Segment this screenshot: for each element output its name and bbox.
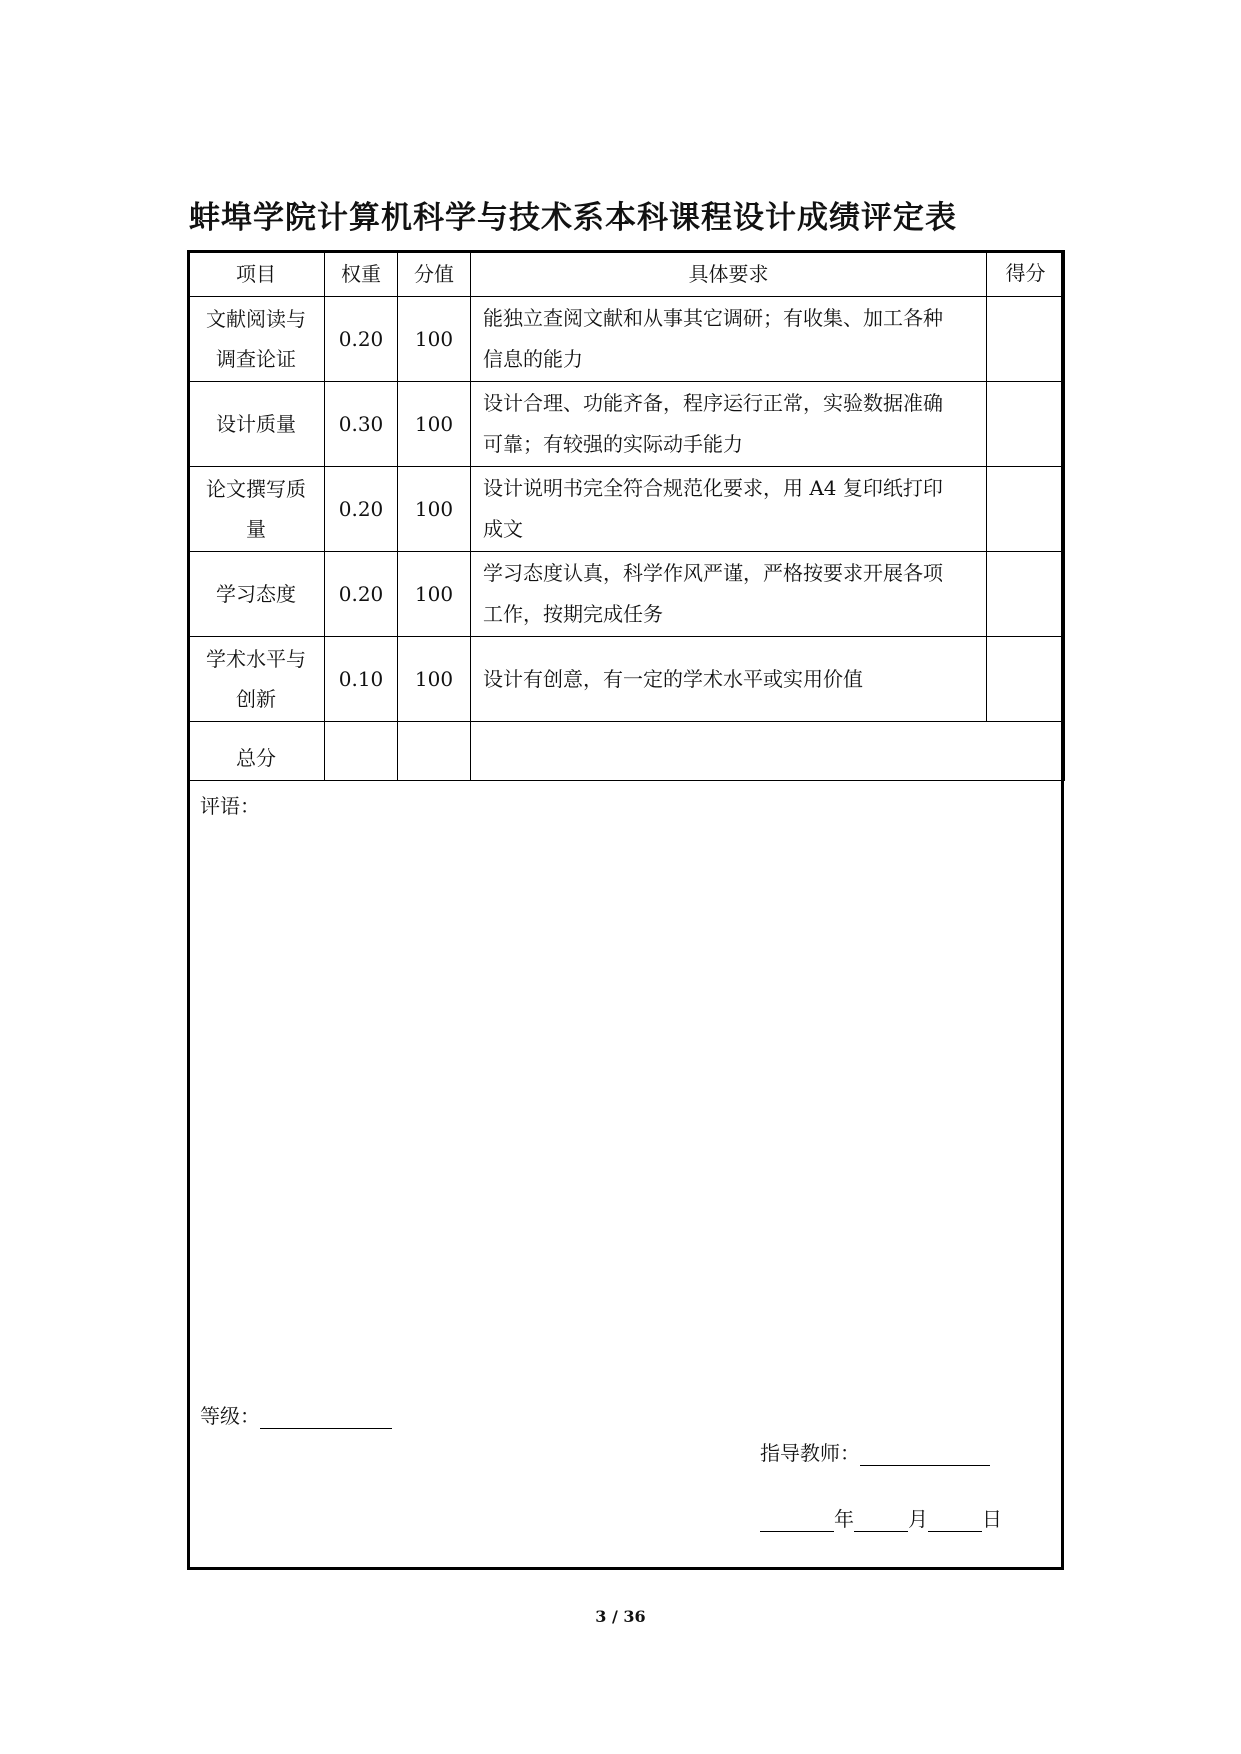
row-item: 文献阅读与 调查论证: [188, 297, 325, 382]
row-score-cell[interactable]: [987, 297, 1065, 382]
grade-label: 等级：: [200, 1404, 260, 1428]
row-item: 论文撰写质 量: [188, 467, 325, 552]
row-requirement: 学习态度认真，科学作风严谨，严格按要求开展各项 工作，按期完成任务: [471, 552, 987, 637]
row-item: 设计质量: [188, 382, 325, 467]
row-value: 100: [398, 552, 471, 637]
table-row: [188, 382, 1065, 467]
row-value: 100: [398, 467, 471, 552]
comments-label: 评语：: [200, 794, 260, 818]
total-score-cell[interactable]: [471, 722, 1065, 781]
total-row: [188, 722, 1065, 781]
table-row: [188, 467, 1065, 552]
form-title: 蚌埠学院计算机科学与技术系本科课程设计成绩评定表: [189, 200, 957, 236]
total-weight-cell[interactable]: [325, 722, 398, 781]
header-weight: 权重: [325, 251, 398, 297]
total-value-cell[interactable]: [398, 722, 471, 781]
row-score-cell[interactable]: [987, 467, 1065, 552]
teacher-signature-blank[interactable]: [860, 1443, 990, 1466]
year-blank[interactable]: [760, 1509, 834, 1532]
grade-field: [200, 1400, 392, 1429]
total-label: 总分: [188, 722, 325, 781]
row-value: 100: [398, 297, 471, 382]
header-requirement: 具体要求: [471, 251, 987, 297]
evaluation-table: [187, 250, 1065, 781]
row-score-cell[interactable]: [987, 382, 1065, 467]
row-weight: 0.10: [325, 637, 398, 722]
month-blank[interactable]: [854, 1509, 908, 1532]
row-requirement: 设计合理、功能齐备，程序运行正常，实验数据准确 可靠；有较强的实际动手能力: [471, 382, 987, 467]
day-label: 日: [982, 1507, 1002, 1531]
grade-blank[interactable]: [260, 1406, 392, 1429]
row-weight: 0.20: [325, 552, 398, 637]
teacher-signature-field: [760, 1437, 990, 1466]
row-item: 学术水平与 创新: [188, 637, 325, 722]
month-label: 月: [908, 1507, 928, 1531]
table-row: [188, 637, 1065, 722]
row-requirement: 能独立查阅文献和从事其它调研；有收集、加工各种 信息的能力: [471, 297, 987, 382]
row-requirement: 设计说明书完全符合规范化要求，用 A4 复印纸打印 成文: [471, 467, 987, 552]
row-weight: 0.20: [325, 297, 398, 382]
row-weight: 0.30: [325, 382, 398, 467]
row-score-cell[interactable]: [987, 637, 1065, 722]
page-number: 3 / 36: [595, 1607, 646, 1626]
row-item: 学习态度: [188, 552, 325, 637]
header-score: 得分: [987, 251, 1065, 297]
row-value: 100: [398, 637, 471, 722]
row-value: 100: [398, 382, 471, 467]
year-label: 年: [834, 1507, 854, 1531]
header-item: 项目: [188, 251, 325, 297]
row-requirement: 设计有创意，有一定的学术水平或实用价值: [471, 637, 987, 722]
day-blank[interactable]: [928, 1509, 982, 1532]
date-field: [760, 1503, 1002, 1532]
row-weight: 0.20: [325, 467, 398, 552]
header-value: 分值: [398, 251, 471, 297]
teacher-label: 指导教师：: [760, 1441, 860, 1465]
table-row: [188, 297, 1065, 382]
table-row: [188, 552, 1065, 637]
table-header-row: [188, 251, 1065, 297]
row-score-cell[interactable]: [987, 552, 1065, 637]
